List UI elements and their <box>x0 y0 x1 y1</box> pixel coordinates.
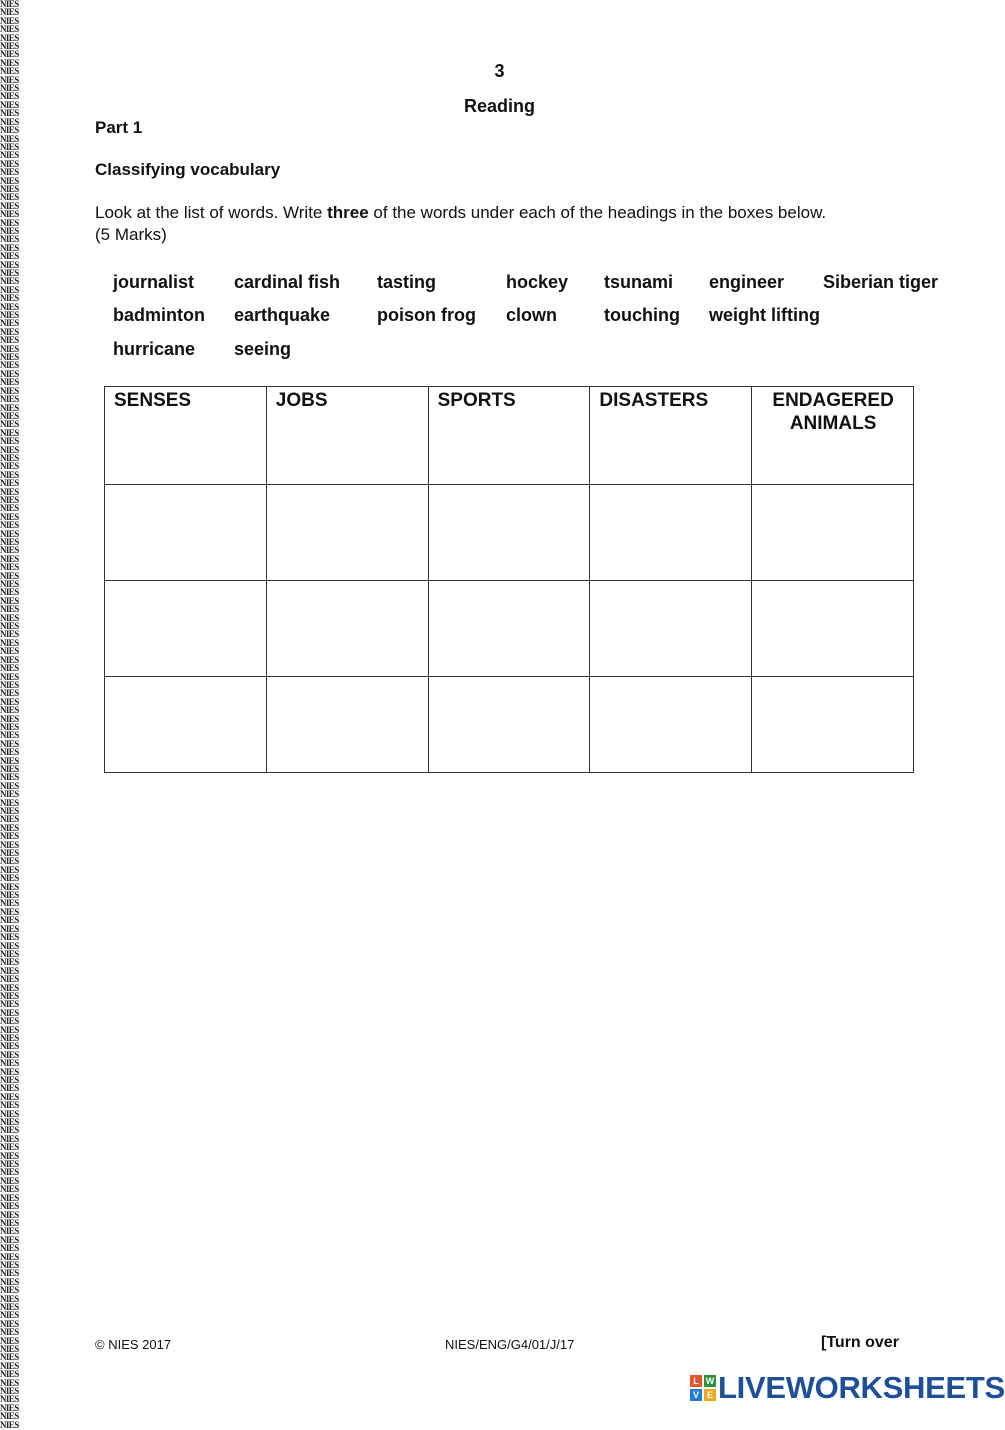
watermark-mark: NIES <box>0 545 19 556</box>
watermark-mark: NIES <box>0 1041 19 1052</box>
watermark-mark: NIES <box>0 49 19 60</box>
watermark-mark: NIES <box>0 83 19 94</box>
brand-name: LIVEWORKSHEETS <box>718 1370 1005 1405</box>
word-item: tasting <box>377 272 437 292</box>
answer-cell[interactable] <box>266 581 428 677</box>
document-code: NIES/ENG/G4/01/J/17 <box>445 1337 575 1352</box>
watermark-mark: NIES <box>0 780 19 791</box>
watermark-mark: NIES <box>0 890 19 901</box>
watermark-mark: NIES <box>0 1150 19 1161</box>
watermark-mark: NIES <box>0 940 19 951</box>
watermark-mark: NIES <box>0 503 19 514</box>
column-header-jobs: JOBS <box>266 387 428 485</box>
watermark-mark: NIES <box>0 394 19 405</box>
watermark-mark: NIES <box>0 419 19 430</box>
watermark-mark: NIES <box>0 1335 19 1346</box>
watermark-mark: NIES <box>0 1024 19 1035</box>
watermark-mark: NIES <box>0 1360 19 1371</box>
watermark-mark: NIES <box>0 276 19 287</box>
watermark-mark: NIES <box>0 125 19 136</box>
watermark-mark: NIES <box>0 873 19 884</box>
word-item: badminton <box>113 305 205 325</box>
watermark-mark: NIES <box>0 410 19 421</box>
watermark-mark: NIES <box>0 41 19 52</box>
watermark-mark: NIES <box>0 1032 19 1043</box>
watermark-mark: NIES <box>0 183 19 194</box>
watermark-mark: NIES <box>0 1117 19 1128</box>
watermark-mark: NIES <box>0 0 19 9</box>
watermark-mark: NIES <box>0 284 19 295</box>
watermark-mark: NIES <box>0 1142 19 1153</box>
watermark-mark: NIES <box>0 637 19 648</box>
watermark-mark: NIES <box>0 679 19 690</box>
watermark-mark: NIES <box>0 259 19 270</box>
watermark-mark: NIES <box>0 864 19 875</box>
column-header-senses: SENSES <box>105 387 267 485</box>
watermark-mark: NIES <box>0 209 19 220</box>
word-item: Siberian tiger <box>823 272 939 292</box>
watermark-mark: NIES <box>0 629 19 640</box>
section-title: Reading <box>463 96 535 116</box>
watermark-mark: NIES <box>0 1386 19 1397</box>
watermark-mark: NIES <box>0 1327 19 1338</box>
watermark-mark: NIES <box>0 822 19 833</box>
watermark-mark: NIES <box>0 225 19 236</box>
watermark-mark: NIES <box>0 755 19 766</box>
watermark-mark: NIES <box>0 461 19 472</box>
watermark-mark: NIES <box>0 1268 19 1279</box>
watermark-mark: NIES <box>0 427 19 438</box>
answer-cell[interactable] <box>105 485 267 581</box>
watermark-mark: NIES <box>0 654 19 665</box>
watermark-mark: NIES <box>0 797 19 808</box>
watermark-mark: NIES <box>0 587 19 598</box>
watermark-mark: NIES <box>0 965 19 976</box>
watermark-mark: NIES <box>0 553 19 564</box>
brand-tile: W <box>705 1376 715 1386</box>
watermark-mark: NIES <box>0 251 19 262</box>
watermark-mark: NIES <box>0 1192 19 1203</box>
watermark-mark: NIES <box>0 1402 19 1413</box>
watermark-mark: NIES <box>0 478 19 489</box>
watermark-mark: NIES <box>0 1217 19 1228</box>
watermark-mark: NIES <box>0 696 19 707</box>
watermark-mark: NIES <box>0 66 19 77</box>
watermark-mark: NIES <box>0 1083 19 1094</box>
watermark-mark: NIES <box>0 1091 19 1102</box>
sub-heading: Classifying vocabulary <box>95 160 281 179</box>
classification-table <box>104 386 914 773</box>
watermark-mark: NIES <box>0 1133 19 1144</box>
watermark-mark: NIES <box>0 1201 19 1212</box>
instruction-lead: Look at the list of words. Write <box>95 203 328 222</box>
watermark-mark: NIES <box>0 175 19 186</box>
watermark-mark: NIES <box>0 326 19 337</box>
watermark-mark: NIES <box>0 688 19 699</box>
watermark-mark: NIES <box>0 158 19 169</box>
word-item: hockey <box>506 272 569 292</box>
watermark-mark: NIES <box>0 570 19 581</box>
watermark-mark: NIES <box>0 436 19 447</box>
watermark-mark: NIES <box>0 343 19 354</box>
watermark-mark: NIES <box>0 1007 19 1018</box>
watermark-mark: NIES <box>0 7 19 18</box>
watermark-mark: NIES <box>0 1369 19 1380</box>
copyright-text: © NIES 2017 <box>95 1337 172 1352</box>
turn-over-note: [Turn over <box>821 1334 899 1351</box>
liveworksheets-logo[interactable] <box>690 1370 1005 1406</box>
watermark-mark: NIES <box>0 444 19 455</box>
answer-cell[interactable] <box>105 581 267 677</box>
word-item: weight lifting <box>709 305 820 325</box>
watermark-mark: NIES <box>0 1419 19 1430</box>
answer-cell[interactable] <box>590 677 752 773</box>
watermark-mark: NIES <box>0 957 19 968</box>
watermark-mark: NIES <box>0 974 19 985</box>
watermark-mark: NIES <box>0 1411 19 1422</box>
watermark-mark: NIES <box>0 1318 19 1329</box>
watermark-mark: NIES <box>0 1243 19 1254</box>
watermark-mark: NIES <box>0 520 19 531</box>
watermark-mark: NIES <box>0 579 19 590</box>
page-number: 3 <box>494 61 505 81</box>
watermark-mark: NIES <box>0 1301 19 1312</box>
watermark-mark: NIES <box>0 915 19 926</box>
watermark-mark: NIES <box>0 705 19 716</box>
watermark-mark: NIES <box>0 24 19 35</box>
watermark-mark: NIES <box>0 1251 19 1262</box>
watermark-mark: NIES <box>0 1167 19 1178</box>
watermark-mark: NIES <box>0 452 19 463</box>
watermark-mark: NIES <box>0 923 19 934</box>
answer-cell[interactable] <box>752 581 914 677</box>
watermark-mark: NIES <box>0 1377 19 1388</box>
watermark-mark: NIES <box>0 1276 19 1287</box>
watermark-mark: NIES <box>0 1293 19 1304</box>
instruction-text <box>95 202 826 246</box>
answer-cell[interactable] <box>266 677 428 773</box>
answer-cell[interactable] <box>752 485 914 581</box>
watermark-mark: NIES <box>0 932 19 943</box>
watermark-mark: NIES <box>0 217 19 228</box>
watermark-mark: NIES <box>0 1016 19 1027</box>
watermark-mark: NIES <box>0 671 19 682</box>
watermark-mark: NIES <box>0 721 19 732</box>
watermark-mark: NIES <box>0 377 19 388</box>
column-header-disasters: DISASTERS <box>590 387 752 485</box>
watermark-mark: NIES <box>0 982 19 993</box>
watermark-mark: NIES <box>0 528 19 539</box>
watermark-mark: NIES <box>0 469 19 480</box>
watermark-mark: NIES <box>0 91 19 102</box>
watermark-mark: NIES <box>0 537 19 547</box>
watermark-mark: NIES <box>0 167 19 178</box>
column-header-endangered-animals: ENDAGERED ANIMALS <box>752 387 914 485</box>
watermark-mark: NIES <box>0 242 19 253</box>
marks-note: (5 Marks) <box>95 225 167 244</box>
table-row <box>105 485 914 581</box>
word-item: touching <box>604 305 680 325</box>
watermark-mark: NIES <box>0 612 19 623</box>
answer-cell[interactable] <box>428 581 590 677</box>
word-item: seeing <box>234 339 292 359</box>
watermark-mark: NIES <box>0 595 19 606</box>
watermark-mark: NIES <box>0 335 19 346</box>
brand-tile: E <box>704 1389 716 1401</box>
table-header-row <box>105 387 914 485</box>
watermark-mark: NIES <box>0 301 19 312</box>
watermark-mark: NIES <box>0 1394 19 1405</box>
watermark-mark: NIES <box>0 133 19 144</box>
watermark-mark: NIES <box>0 789 19 800</box>
watermark-mark: NIES <box>0 141 19 152</box>
watermark-mark: NIES <box>0 1285 19 1296</box>
part-label: Part 1 <box>95 118 143 137</box>
brand-tile: L <box>690 1375 702 1387</box>
watermark-mark: NIES <box>0 494 19 505</box>
watermark-mark: NIES <box>0 1209 19 1220</box>
table-row <box>105 581 914 677</box>
column-header-sports: SPORTS <box>428 387 590 485</box>
word-item: cardinal fish <box>234 272 341 292</box>
watermark-mark: NIES <box>0 1226 19 1237</box>
watermark-mark: NIES <box>0 116 19 127</box>
word-item: journalist <box>113 272 195 292</box>
watermark-mark: NIES <box>0 402 19 413</box>
watermark-mark: NIES <box>0 814 19 825</box>
watermark-mark: NIES <box>0 1108 19 1119</box>
watermark-mark: NIES <box>0 906 19 917</box>
watermark-mark: NIES <box>0 360 19 371</box>
watermark-mark: NIES <box>0 646 19 657</box>
table-row <box>105 677 914 773</box>
watermark-mark: NIES <box>0 730 19 741</box>
answer-cell[interactable] <box>105 677 267 773</box>
instruction-tail: of the words under each of the headings in the boxes below. <box>368 203 827 222</box>
watermark-mark: NIES <box>0 621 19 632</box>
watermark-mark: NIES <box>0 604 19 615</box>
watermark-mark: NIES <box>0 713 19 724</box>
watermark-mark: NIES <box>0 1184 19 1195</box>
watermark-mark: NIES <box>0 192 19 203</box>
watermark-mark: NIES <box>0 1259 19 1270</box>
watermark-mark: NIES <box>0 511 19 522</box>
watermark-mark: NIES <box>0 738 19 749</box>
answer-cell[interactable] <box>266 485 428 581</box>
watermark-mark: NIES <box>0 234 19 245</box>
watermark-mark: NIES <box>0 1352 19 1363</box>
watermark-mark: NIES <box>0 839 19 850</box>
answer-cell[interactable] <box>752 677 914 773</box>
answer-cell[interactable] <box>590 581 752 677</box>
word-item: clown <box>506 305 558 325</box>
watermark-mark: NIES <box>0 318 19 329</box>
watermark-mark: NIES <box>0 1310 19 1321</box>
watermark-mark: NIES <box>0 772 19 783</box>
watermark-mark: NIES <box>0 1049 19 1060</box>
brand-tile-icon <box>690 1375 716 1401</box>
watermark-mark: NIES <box>0 763 19 774</box>
watermark-mark: NIES <box>0 310 19 321</box>
watermark-mark: NIES <box>0 1066 19 1077</box>
watermark-mark: NIES <box>0 385 19 396</box>
watermark-mark: NIES <box>0 15 19 26</box>
watermark-mark: NIES <box>0 898 19 909</box>
watermark-mark: NIES <box>0 831 19 842</box>
watermark-mark: NIES <box>0 948 19 959</box>
watermark-mark: NIES <box>0 747 19 758</box>
watermark-mark: NIES <box>0 268 19 278</box>
answer-cell[interactable] <box>428 677 590 773</box>
answer-cell[interactable] <box>428 485 590 581</box>
word-item: tsunami <box>604 272 674 292</box>
watermark-mark: NIES <box>0 881 19 892</box>
watermark-mark: NIES <box>0 663 19 674</box>
watermark-mark: NIES <box>0 293 19 304</box>
instruction-emphasis: three <box>327 203 369 222</box>
watermark-mark: NIES <box>0 486 19 497</box>
watermark-mark: NIES <box>0 99 19 110</box>
watermark-mark: NIES <box>0 57 19 68</box>
watermark-mark: NIES <box>0 368 19 379</box>
word-item: earthquake <box>234 305 331 325</box>
watermark-mark: NIES <box>0 1075 19 1085</box>
watermark-mark: NIES <box>0 806 19 816</box>
watermark-mark: NIES <box>0 1175 19 1186</box>
word-item: engineer <box>709 272 785 292</box>
watermark-mark: NIES <box>0 848 19 859</box>
watermark-mark: NIES <box>0 1058 19 1069</box>
watermark-mark: NIES <box>0 1100 19 1111</box>
watermark-mark: NIES <box>0 562 19 573</box>
watermark-mark: NIES <box>0 32 19 43</box>
watermark-mark: NIES <box>0 1159 19 1170</box>
watermark-mark: NIES <box>0 1234 19 1245</box>
watermark-mark: NIES <box>0 108 19 119</box>
answer-cell[interactable] <box>590 485 752 581</box>
watermark-mark: NIES <box>0 150 19 161</box>
word-item: hurricane <box>113 339 196 359</box>
word-item: poison frog <box>377 305 476 325</box>
watermark-mark: NIES <box>0 74 19 85</box>
brand-tile: V <box>690 1389 702 1401</box>
watermark-mark: NIES <box>0 200 19 211</box>
margin-watermark-strip <box>0 0 24 1430</box>
watermark-mark: NIES <box>0 990 19 1001</box>
watermark-mark: NIES <box>0 856 19 867</box>
watermark-mark: NIES <box>0 1344 19 1354</box>
watermark-mark: NIES <box>0 999 19 1010</box>
watermark-mark: NIES <box>0 1125 19 1136</box>
watermark-mark: NIES <box>0 352 19 363</box>
